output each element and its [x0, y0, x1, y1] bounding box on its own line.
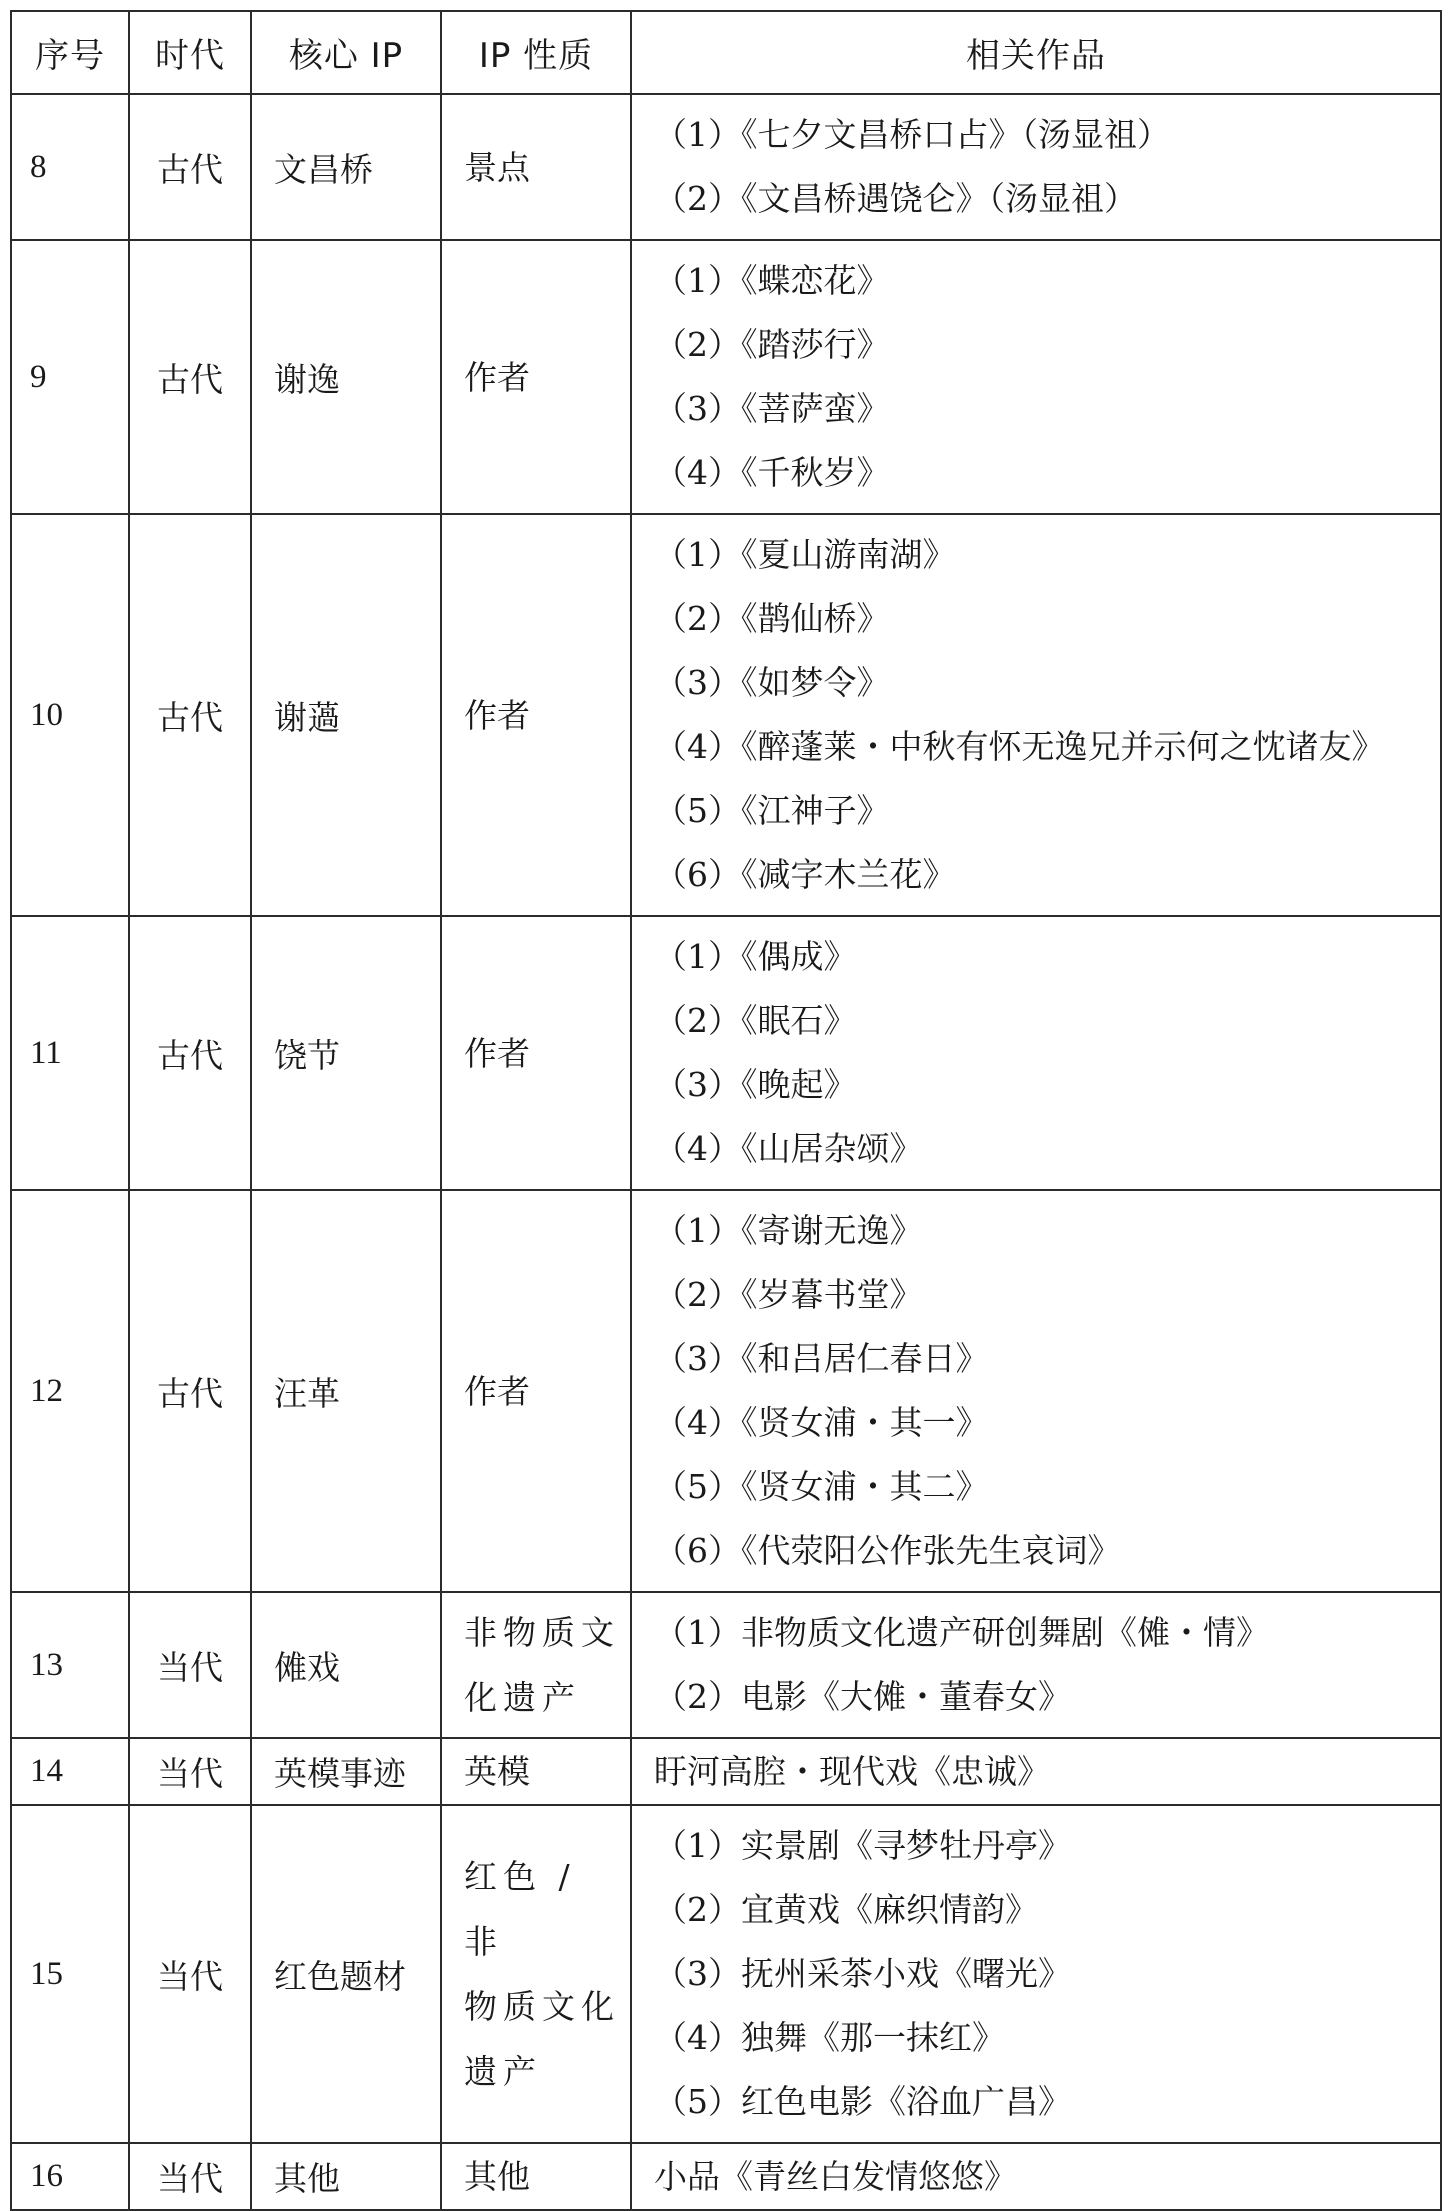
table-row	[11, 1738, 1441, 1805]
work-item: （3）《和吕居仁春日》	[654, 1339, 989, 1378]
row-related-works	[631, 1592, 1441, 1738]
row-core-ip: 其他	[251, 2143, 441, 2210]
row-era: 古代	[129, 94, 251, 240]
ip-nature-line: 作者	[464, 1371, 530, 1411]
ip-nature-line: 非物质文	[464, 1613, 620, 1652]
work-item: （6）《减字木兰花》	[654, 855, 956, 894]
work-item: （4）《醉蓬莱・中秋有怀无逸兄并示何之忱诸友》	[654, 727, 1385, 766]
row-era: 古代	[129, 514, 251, 916]
header-ip-nature: IP 性质	[441, 11, 631, 94]
works-list	[654, 95, 1440, 239]
row-era: 当代	[129, 1592, 251, 1738]
work-item: （3）抚州采茶小戏《曙光》	[654, 1954, 1071, 1993]
row-era: 当代	[129, 1805, 251, 2143]
row-serial-number: 11	[11, 916, 129, 1190]
work-item: （2）《踏莎行》	[654, 325, 890, 364]
header-related-works: 相关作品	[631, 11, 1441, 94]
table-row	[11, 916, 1441, 1190]
header-serial-number: 序号	[11, 11, 129, 94]
row-related-works	[631, 1190, 1441, 1592]
work-item: 盱河高腔・现代戏《忠诚》	[654, 1751, 1050, 1791]
table-row	[11, 2143, 1441, 2210]
work-item: （6）《代荥阳公作张先生哀词》	[654, 1531, 1121, 1570]
row-core-ip: 汪革	[251, 1190, 441, 1592]
work-item: （2）《眠石》	[654, 1001, 857, 1040]
work-item: （2）《鹊仙桥》	[654, 599, 890, 638]
works-list	[654, 1593, 1440, 1737]
ip-nature-line: 作者	[464, 1033, 530, 1073]
row-core-ip: 谢逸	[251, 240, 441, 514]
row-ip-nature	[441, 1190, 631, 1592]
work-item: （3）《如梦令》	[654, 663, 890, 702]
work-item: （4）《贤女浦・其一》	[654, 1403, 989, 1442]
work-item: （1）《蝶恋花》	[654, 261, 890, 300]
row-serial-number: 8	[11, 94, 129, 240]
row-related-works	[631, 1805, 1441, 2143]
row-serial-number: 15	[11, 1805, 129, 2143]
ip-nature-line: 红色 / 非	[464, 1857, 576, 1961]
row-ip-nature	[441, 1805, 631, 2143]
row-serial-number: 12	[11, 1190, 129, 1592]
table-body	[11, 94, 1441, 2210]
work-item: （1）《偶成》	[654, 937, 857, 976]
work-item: （5）《江神子》	[654, 791, 890, 830]
work-item: （5）《贤女浦・其二》	[654, 1467, 989, 1506]
works-list	[654, 1806, 1440, 2142]
row-ip-nature	[441, 514, 631, 916]
row-ip-nature	[441, 916, 631, 1190]
header-core-ip: 核心 IP	[251, 11, 441, 94]
ip-nature-line: 英模	[464, 1752, 530, 1791]
row-ip-nature	[441, 240, 631, 514]
ip-nature-line: 景点	[464, 147, 530, 187]
ip-nature-line: 作者	[464, 357, 530, 397]
table-row	[11, 1190, 1441, 1592]
ip-nature-line: 其他	[464, 2157, 530, 2196]
works-list	[654, 1191, 1440, 1591]
row-core-ip: 傩戏	[251, 1592, 441, 1738]
work-item: （4）《山居杂颂》	[654, 1129, 923, 1168]
work-item: （4）《千秋岁》	[654, 453, 890, 492]
work-item: （5）红色电影《浴血广昌》	[654, 2082, 1071, 2121]
works-table	[10, 10, 1442, 2211]
header-row	[11, 11, 1441, 94]
row-related-works	[631, 240, 1441, 514]
row-ip-nature	[441, 94, 631, 240]
work-item: （1）实景剧《寻梦牡丹亭》	[654, 1826, 1071, 1865]
ip-nature-line: 遗产	[464, 2052, 542, 2091]
ip-nature-line: 作者	[464, 695, 530, 735]
works-list	[654, 515, 1440, 915]
row-era: 当代	[129, 1738, 251, 1805]
work-item: （1）《寄谢无逸》	[654, 1211, 923, 1250]
row-related-works	[631, 514, 1441, 916]
row-ip-nature	[441, 1738, 631, 1805]
row-core-ip: 文昌桥	[251, 94, 441, 240]
ip-nature-line: 物质文化	[464, 1987, 620, 2026]
table-row	[11, 1805, 1441, 2143]
table-row	[11, 1592, 1441, 1738]
row-serial-number: 10	[11, 514, 129, 916]
row-ip-nature	[441, 1592, 631, 1738]
works-list	[654, 917, 1440, 1189]
work-item: （3）《菩萨蛮》	[654, 389, 890, 428]
row-serial-number: 16	[11, 2143, 129, 2210]
row-core-ip: 英模事迹	[251, 1738, 441, 1805]
table-row	[11, 240, 1441, 514]
row-related-works	[631, 1738, 1441, 1805]
work-item: （1）非物质文化遗产研创舞剧《傩・情》	[654, 1613, 1269, 1652]
work-item: 小品《青丝白发情悠悠》	[654, 2156, 1017, 2196]
row-core-ip: 红色题材	[251, 1805, 441, 2143]
header-era: 时代	[129, 11, 251, 94]
row-core-ip: 饶节	[251, 916, 441, 1190]
row-era: 古代	[129, 240, 251, 514]
row-core-ip: 谢薖	[251, 514, 441, 916]
work-item: （4）独舞《那一抹红》	[654, 2018, 1005, 2057]
row-related-works	[631, 916, 1441, 1190]
row-related-works	[631, 94, 1441, 240]
work-item: （1）《七夕文昌桥口占》（汤显祖）	[654, 115, 1170, 154]
works-list	[654, 1740, 1440, 1804]
row-ip-nature	[441, 2143, 631, 2210]
works-list	[654, 2145, 1440, 2209]
row-serial-number: 14	[11, 1738, 129, 1805]
work-item: （2）电影《大傩・董春女》	[654, 1677, 1071, 1716]
work-item: （2）宜黄戏《麻织情韵》	[654, 1890, 1038, 1929]
row-serial-number: 9	[11, 240, 129, 514]
work-item: （2）《文昌桥遇饶仑》（汤显祖）	[654, 179, 1137, 218]
ip-nature-line: 化遗产	[464, 1678, 581, 1717]
row-era: 古代	[129, 916, 251, 1190]
work-item: （1）《夏山游南湖》	[654, 535, 956, 574]
row-serial-number: 13	[11, 1592, 129, 1738]
table-row	[11, 94, 1441, 240]
works-list	[654, 241, 1440, 513]
work-item: （2）《岁暮书堂》	[654, 1275, 923, 1314]
row-related-works	[631, 2143, 1441, 2210]
work-item: （3）《晚起》	[654, 1065, 857, 1104]
table-row	[11, 514, 1441, 916]
row-era: 当代	[129, 2143, 251, 2210]
row-era: 古代	[129, 1190, 251, 1592]
